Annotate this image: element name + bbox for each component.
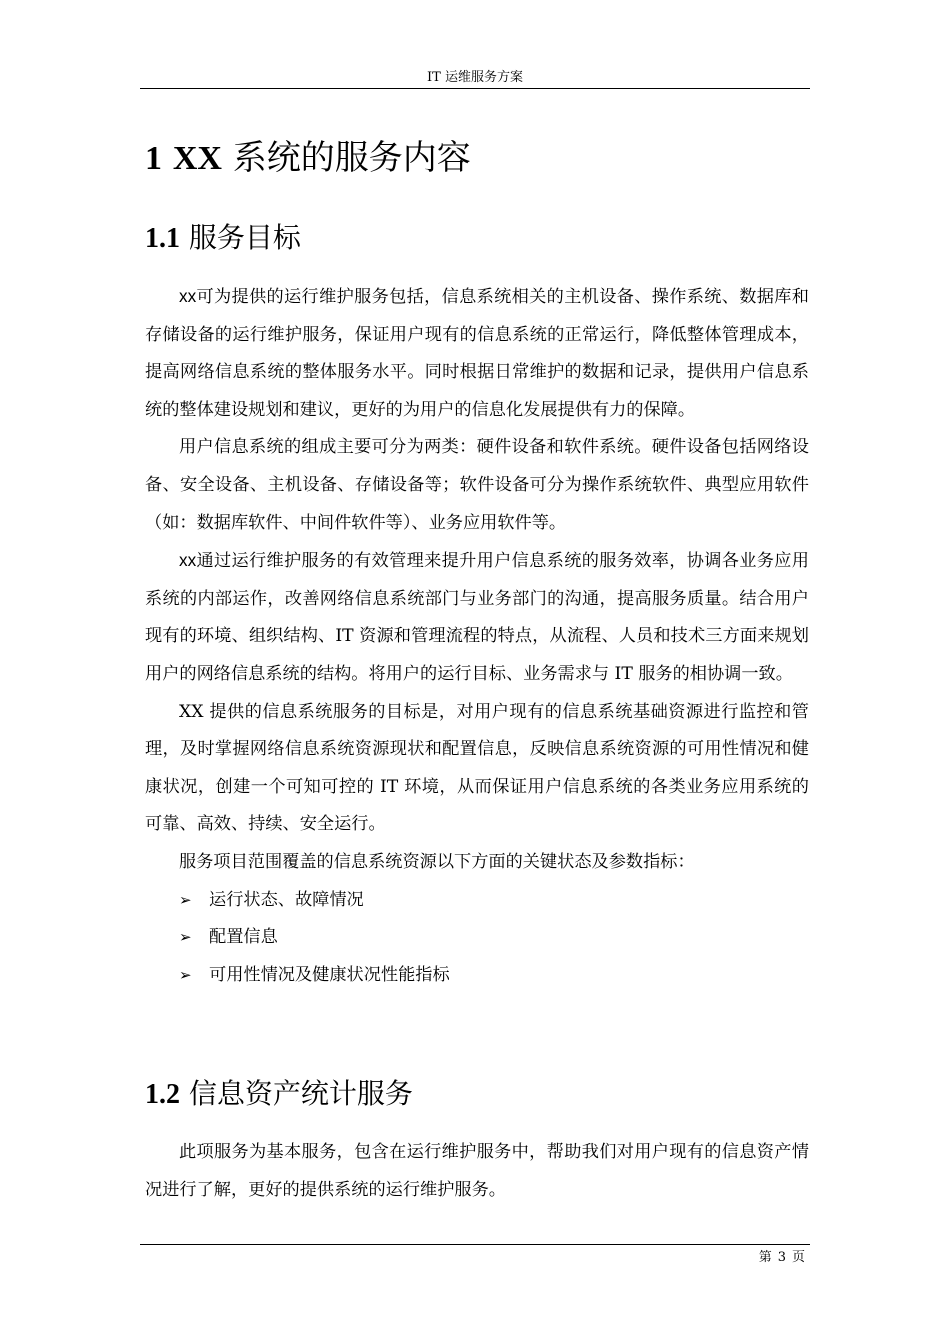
footer-rule	[140, 1244, 810, 1245]
bullet-list	[145, 882, 809, 995]
header-rule	[140, 88, 810, 89]
paragraph: 此项服务为基本服务，包含在运行维护服务中，帮助我们对用户现有的信息资产情况进行了解，更好的提供系统的运行维护服务。	[145, 1142, 809, 1200]
section-number: 1.1	[145, 223, 180, 254]
page-suffix: 页	[791, 1250, 805, 1265]
paragraph-text: 可为提供的运行维护服务包括，信息系统相关的主机设备、操作系统、数据库和存储设备的运行维护服务，保证用户现有的信息系统的正常运行，降低整体管理成本，提高网络信息系统的整体服务水平。同时根据日常维护的数据和记录，提供用户信息系统的整体建设规划和建议，更好的为用户的信息化发展提供有力的保障。	[145, 287, 809, 420]
paragraph	[145, 542, 809, 693]
section-1-1-body	[145, 278, 809, 994]
arrow-bullet-icon: ➢	[179, 890, 192, 909]
list-item	[145, 919, 809, 957]
chapter-heading	[145, 134, 471, 183]
list-item-text: 可用性情况及健康状况性能指标	[209, 964, 450, 985]
list-item-text: 运行状态、故障情况	[209, 889, 364, 910]
paragraph-text: 通过运行维护服务的有效管理来提升用户信息系统的服务效率，协调各业务应用系统的内部运作，改善网络信息系统部门与业务部门的沟通，提高服务质量。结合用户现有的环境、组织结构、IT 资源和管理流程的特点，从流程、人员和技术三方面来规划用户的网络信息系统的结构。将用户的运行目标、业务需求与 IT 服务的相协调一致。	[145, 551, 809, 684]
paragraph: XX 提供的信息系统服务的目标是，对用户现有的信息系统基础资源进行监控和管理，及时掌握网络信息系统资源现状和配置信息，反映信息系统资源的可用性情况和健康状况，创建一个可知可控的 IT 环境，从而保证用户信息系统的各类业务应用系统的可靠、高效、持续、安全运行。	[145, 701, 809, 835]
arrow-bullet-icon: ➢	[179, 965, 192, 984]
section-heading-1-2	[145, 1074, 413, 1115]
chapter-number: 1	[145, 140, 162, 177]
paragraph: 用户信息系统的组成主要可分为两类：硬件设备和软件系统。硬件设备包括网络设备、安全设备、主机设备、存储设备等；软件设备可分为操作系统软件、典型应用软件（如：数据库软件、中间件软件等）、业务应用软件等。	[145, 437, 809, 533]
page-prefix: 第	[758, 1250, 772, 1265]
paragraph-lead: xx	[179, 550, 197, 571]
list-item-text: 配置信息	[209, 927, 278, 948]
page-number	[756, 1250, 808, 1266]
paragraph: 服务项目范围覆盖的信息系统资源以下方面的关键状态及参数指标：	[179, 851, 695, 872]
arrow-bullet-icon: ➢	[179, 928, 192, 947]
running-header: IT 运维服务方案	[427, 70, 523, 85]
page-value: 3	[777, 1250, 786, 1265]
chapter-prefix: XX	[172, 140, 222, 177]
list-item	[145, 957, 809, 995]
section-title: 服务目标	[188, 221, 301, 254]
section-heading-1-1	[145, 218, 301, 259]
list-item	[145, 882, 809, 920]
section-title: 信息资产统计服务	[188, 1077, 413, 1110]
section-1-2-body	[145, 1134, 809, 1209]
paragraph	[145, 278, 809, 429]
paragraph-lead: xx	[179, 286, 197, 306]
section-number: 1.2	[145, 1079, 180, 1110]
chapter-title: 系统的服务内容	[232, 138, 471, 178]
